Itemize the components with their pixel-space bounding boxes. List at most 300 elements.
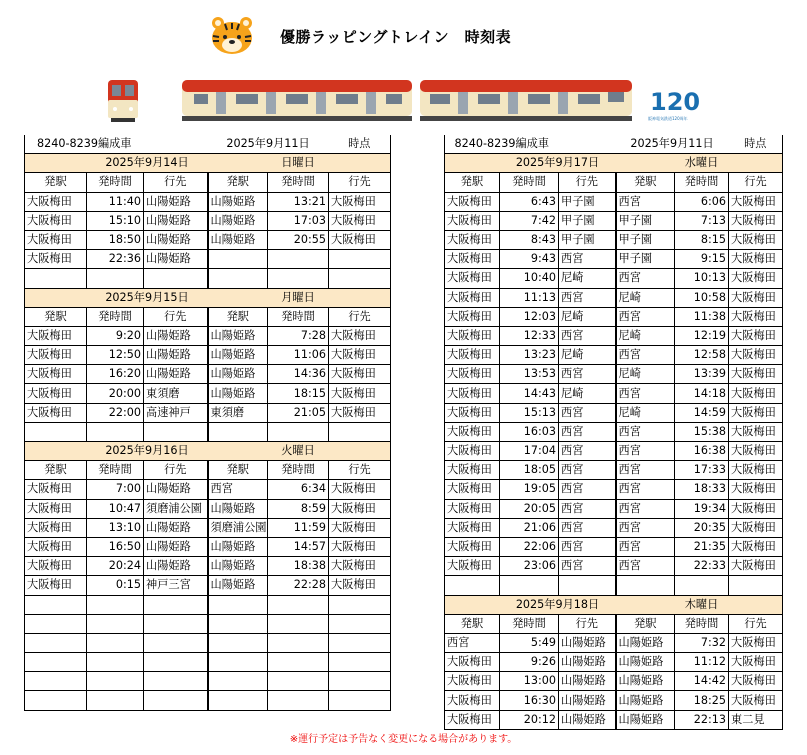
anniversary-logo <box>650 86 702 116</box>
departure-station: 尼崎 <box>616 365 675 384</box>
departure-station: 西宮 <box>208 480 268 499</box>
departure-station: 大阪梅田 <box>25 576 87 595</box>
departure-time <box>268 250 329 269</box>
departure-time: 12:03 <box>500 307 559 326</box>
departure-time: 17:04 <box>500 442 559 461</box>
destination: 西宮 <box>559 288 616 307</box>
departure-station: 西宮 <box>616 192 675 211</box>
departure-station: 西宮 <box>616 269 675 288</box>
departure-station: 大阪梅田 <box>445 710 500 729</box>
departure-time: 22:13 <box>675 710 729 729</box>
departure-time <box>87 595 144 614</box>
destination: 大阪梅田 <box>729 672 783 691</box>
departure-time: 12:19 <box>675 326 729 345</box>
timetable-row <box>445 346 783 365</box>
departure-time: 20:35 <box>675 518 729 537</box>
destination <box>144 269 208 288</box>
timetable-row <box>25 672 391 691</box>
band-spacer <box>25 442 87 461</box>
departure-station: 山陽姫路 <box>208 537 268 556</box>
as-of-date: 2025年9月11日 <box>208 135 329 154</box>
band-spacer <box>25 154 87 173</box>
departure-station: 大阪梅田 <box>25 518 87 537</box>
destination: 西宮 <box>559 250 616 269</box>
departure-time: 11:38 <box>675 307 729 326</box>
destination: 大阪梅田 <box>329 326 391 345</box>
departure-time: 13:10 <box>87 518 144 537</box>
destination <box>329 653 391 672</box>
destination: 大阪梅田 <box>729 461 783 480</box>
departure-time: 20:00 <box>87 384 144 403</box>
departure-station: 大阪梅田 <box>445 384 500 403</box>
timetable-row <box>25 576 391 595</box>
departure-time: 14:43 <box>500 384 559 403</box>
as-of-suffix: 時点 <box>329 135 391 154</box>
destination: 尼崎 <box>559 269 616 288</box>
departure-time: 22:28 <box>268 576 329 595</box>
band-spacer <box>729 154 783 173</box>
departure-time: 19:05 <box>500 480 559 499</box>
destination: 須磨浦公園 <box>144 499 208 518</box>
timetable-row <box>445 461 783 480</box>
departure-time: 20:55 <box>268 230 329 249</box>
timetable-row <box>445 633 783 652</box>
departure-station: 山陽姫路 <box>616 672 675 691</box>
timetable-row <box>25 211 391 230</box>
destination: 山陽姫路 <box>559 672 616 691</box>
departure-station: 山陽姫路 <box>208 384 268 403</box>
departure-station: 甲子園 <box>616 230 675 249</box>
departure-time: 13:21 <box>268 192 329 211</box>
destination: 高速神戸 <box>144 403 208 422</box>
departure-time <box>87 614 144 633</box>
departure-time: 16:30 <box>500 691 559 710</box>
destination: 大阪梅田 <box>729 192 783 211</box>
departure-time: 11:06 <box>268 346 329 365</box>
departure-station <box>25 422 87 441</box>
departure-time: 14:18 <box>675 384 729 403</box>
section-date-band <box>445 154 783 173</box>
header-time: 発時間 <box>268 307 329 326</box>
destination <box>144 653 208 672</box>
destination <box>144 672 208 691</box>
band-spacer <box>329 288 391 307</box>
departure-station: 西宮 <box>616 442 675 461</box>
timetable-row <box>25 653 391 672</box>
destination: 大阪梅田 <box>329 499 391 518</box>
band-spacer <box>445 595 500 614</box>
departure-station: 山陽姫路 <box>616 710 675 729</box>
departure-station <box>208 691 268 710</box>
timetable-row <box>25 250 391 269</box>
destination: 山陽姫路 <box>144 346 208 365</box>
timetable-row <box>25 691 391 710</box>
timetable-row <box>445 230 783 249</box>
departure-station: 尼崎 <box>616 288 675 307</box>
header-destination: 行先 <box>329 173 391 192</box>
timetable-row <box>25 269 391 288</box>
destination: 甲子園 <box>559 230 616 249</box>
departure-time: 12:58 <box>675 346 729 365</box>
section-weekday: 火曜日 <box>268 442 329 461</box>
departure-time: 14:59 <box>675 403 729 422</box>
destination <box>144 595 208 614</box>
departure-station: 甲子園 <box>616 250 675 269</box>
departure-time: 22:06 <box>500 537 559 556</box>
timetable-row <box>25 480 391 499</box>
departure-station: 大阪梅田 <box>445 230 500 249</box>
header-time: 発時間 <box>500 614 559 633</box>
departure-station: 須磨浦公園 <box>208 518 268 537</box>
destination: 甲子園 <box>559 211 616 230</box>
departure-station <box>208 269 268 288</box>
as-of-date: 2025年9月11日 <box>616 135 729 154</box>
destination: 西宮 <box>559 557 616 576</box>
departure-station: 大阪梅田 <box>25 499 87 518</box>
departure-station: 大阪梅田 <box>445 211 500 230</box>
destination: 大阪梅田 <box>729 269 783 288</box>
timetable-row <box>445 672 783 691</box>
section-weekday: 木曜日 <box>675 595 729 614</box>
departure-time: 21:35 <box>675 537 729 556</box>
timetable-row <box>445 422 783 441</box>
destination: 山陽姫路 <box>144 537 208 556</box>
departure-station: 山陽姫路 <box>208 576 268 595</box>
destination: 西宮 <box>559 537 616 556</box>
destination: 西宮 <box>559 480 616 499</box>
departure-time <box>87 672 144 691</box>
section-date: 2025年9月15日 <box>87 288 208 307</box>
header-time: 発時間 <box>500 173 559 192</box>
departure-station <box>25 672 87 691</box>
header-station: 発駅 <box>616 614 675 633</box>
departure-station: 尼崎 <box>616 403 675 422</box>
timetable-row <box>25 557 391 576</box>
left-timetable <box>24 135 391 711</box>
departure-station: 西宮 <box>616 557 675 576</box>
header-destination: 行先 <box>329 307 391 326</box>
destination <box>144 422 208 441</box>
departure-time: 16:50 <box>87 537 144 556</box>
departure-time: 11:12 <box>675 653 729 672</box>
timetable-row <box>445 653 783 672</box>
departure-time <box>268 672 329 691</box>
destination <box>329 595 391 614</box>
header-station: 発駅 <box>208 173 268 192</box>
departure-station: 西宮 <box>616 461 675 480</box>
departure-time: 16:03 <box>500 422 559 441</box>
destination: 大阪梅田 <box>729 480 783 499</box>
departure-station: 大阪梅田 <box>445 461 500 480</box>
departure-station: 山陽姫路 <box>208 499 268 518</box>
header-time: 発時間 <box>87 461 144 480</box>
column-header-row <box>445 173 783 192</box>
departure-time <box>268 614 329 633</box>
departure-time: 6:06 <box>675 192 729 211</box>
timetable-row <box>25 614 391 633</box>
header-destination: 行先 <box>329 461 391 480</box>
section-weekday: 月曜日 <box>268 288 329 307</box>
departure-time: 8:59 <box>268 499 329 518</box>
section-date-band <box>445 595 783 614</box>
destination: 大阪梅田 <box>729 346 783 365</box>
destination: 大阪梅田 <box>329 346 391 365</box>
formation-label: 8240-8239編成車 <box>445 135 559 154</box>
departure-time: 8:15 <box>675 230 729 249</box>
header-destination: 行先 <box>729 173 783 192</box>
timetable-row <box>25 518 391 537</box>
departure-station: 西宮 <box>616 480 675 499</box>
departure-time: 22:36 <box>87 250 144 269</box>
destination: 西宮 <box>559 403 616 422</box>
departure-time <box>675 576 729 595</box>
header-destination: 行先 <box>559 173 616 192</box>
destination <box>329 422 391 441</box>
destination: 大阪梅田 <box>729 633 783 652</box>
timetable-row <box>445 192 783 211</box>
timetable-row <box>25 422 391 441</box>
destination: 大阪梅田 <box>329 576 391 595</box>
timetable-row <box>445 288 783 307</box>
destination <box>329 269 391 288</box>
departure-time: 7:28 <box>268 326 329 345</box>
timetable-row <box>445 365 783 384</box>
destination: 大阪梅田 <box>729 288 783 307</box>
column-header-row <box>445 614 783 633</box>
svg-text:120: 120 <box>650 88 701 116</box>
destination: 西宮 <box>559 326 616 345</box>
departure-time <box>87 653 144 672</box>
destination <box>144 691 208 710</box>
destination: 西宮 <box>559 461 616 480</box>
destination <box>144 633 208 652</box>
band-spacer <box>616 595 675 614</box>
timetable-row <box>445 480 783 499</box>
departure-time: 11:13 <box>500 288 559 307</box>
right-timetable <box>444 135 783 730</box>
destination: 西宮 <box>559 365 616 384</box>
departure-time: 9:26 <box>500 653 559 672</box>
timetable-row <box>445 691 783 710</box>
destination: 山陽姫路 <box>559 653 616 672</box>
header-destination: 行先 <box>729 614 783 633</box>
departure-station <box>616 576 675 595</box>
departure-time: 19:34 <box>675 499 729 518</box>
section-date: 2025年9月16日 <box>87 442 208 461</box>
departure-time <box>87 633 144 652</box>
departure-station <box>208 422 268 441</box>
destination: 大阪梅田 <box>329 192 391 211</box>
departure-time: 12:50 <box>87 346 144 365</box>
destination: 東須磨 <box>144 384 208 403</box>
departure-station: 山陽姫路 <box>616 653 675 672</box>
header-station: 発駅 <box>208 307 268 326</box>
section-date: 2025年9月18日 <box>500 595 616 614</box>
timetable-row <box>25 537 391 556</box>
departure-time: 13:53 <box>500 365 559 384</box>
destination: 大阪梅田 <box>729 691 783 710</box>
page-header <box>0 0 807 130</box>
departure-station: 大阪梅田 <box>25 365 87 384</box>
destination: 甲子園 <box>559 192 616 211</box>
section-date-band <box>25 442 391 461</box>
departure-time: 6:43 <box>500 192 559 211</box>
departure-time: 18:50 <box>87 230 144 249</box>
departure-time: 13:23 <box>500 346 559 365</box>
destination: 大阪梅田 <box>329 384 391 403</box>
departure-station: 大阪梅田 <box>445 269 500 288</box>
timetable-row <box>445 557 783 576</box>
timetable-row <box>445 442 783 461</box>
timetable-row <box>25 499 391 518</box>
departure-time: 20:12 <box>500 710 559 729</box>
spacer-cell <box>559 135 616 154</box>
band-spacer <box>329 154 391 173</box>
destination: 大阪梅田 <box>329 211 391 230</box>
destination: 大阪梅田 <box>729 403 783 422</box>
destination: 東二見 <box>729 710 783 729</box>
departure-time: 11:40 <box>87 192 144 211</box>
departure-station: 西宮 <box>445 633 500 652</box>
header-time: 発時間 <box>87 307 144 326</box>
timetable-row <box>445 403 783 422</box>
band-spacer <box>208 288 268 307</box>
departure-time <box>268 269 329 288</box>
destination: 山陽姫路 <box>144 365 208 384</box>
header-station: 発駅 <box>25 307 87 326</box>
departure-time: 21:05 <box>268 403 329 422</box>
section-date-band <box>25 288 391 307</box>
departure-time: 8:43 <box>500 230 559 249</box>
departure-time: 15:13 <box>500 403 559 422</box>
column-header-row <box>25 461 391 480</box>
departure-time: 7:00 <box>87 480 144 499</box>
timetable-row <box>445 499 783 518</box>
departure-station: 山陽姫路 <box>208 365 268 384</box>
departure-station: 東須磨 <box>208 403 268 422</box>
timetable-row <box>25 403 391 422</box>
destination: 尼崎 <box>559 346 616 365</box>
departure-station: 山陽姫路 <box>208 192 268 211</box>
departure-station: 山陽姫路 <box>208 557 268 576</box>
departure-station <box>445 576 500 595</box>
timetable-row <box>445 250 783 269</box>
departure-station: 西宮 <box>616 499 675 518</box>
departure-time: 22:33 <box>675 557 729 576</box>
header-destination: 行先 <box>144 307 208 326</box>
departure-time: 20:24 <box>87 557 144 576</box>
departure-time: 17:03 <box>268 211 329 230</box>
destination: 神戸三宮 <box>144 576 208 595</box>
departure-station: 西宮 <box>616 307 675 326</box>
timetable-row <box>25 346 391 365</box>
departure-station <box>25 269 87 288</box>
departure-time: 10:58 <box>675 288 729 307</box>
departure-time: 18:15 <box>268 384 329 403</box>
destination: 西宮 <box>559 499 616 518</box>
header-time: 発時間 <box>675 614 729 633</box>
destination: 大阪梅田 <box>729 537 783 556</box>
departure-time: 14:36 <box>268 365 329 384</box>
section-date-band <box>25 154 391 173</box>
departure-station: 大阪梅田 <box>445 403 500 422</box>
departure-station: 大阪梅田 <box>445 672 500 691</box>
departure-station: 大阪梅田 <box>25 230 87 249</box>
band-spacer <box>445 154 500 173</box>
timetable-row <box>25 384 391 403</box>
destination: 大阪梅田 <box>729 250 783 269</box>
header-destination: 行先 <box>144 461 208 480</box>
departure-station: 西宮 <box>616 346 675 365</box>
departure-time: 22:00 <box>87 403 144 422</box>
destination: 山陽姫路 <box>144 230 208 249</box>
destination: 大阪梅田 <box>729 211 783 230</box>
timetable-row <box>25 365 391 384</box>
disclaimer-notice: ※運行予定は予告なく変更になる場合があります。 <box>289 734 518 745</box>
departure-time <box>87 691 144 710</box>
departure-time: 10:40 <box>500 269 559 288</box>
departure-time <box>268 691 329 710</box>
destination: 大阪梅田 <box>729 518 783 537</box>
departure-time: 5:49 <box>500 633 559 652</box>
departure-time: 0:15 <box>87 576 144 595</box>
timetable-row <box>445 576 783 595</box>
departure-time: 6:34 <box>268 480 329 499</box>
departure-station <box>208 672 268 691</box>
departure-station: 大阪梅田 <box>445 518 500 537</box>
meta-row <box>25 135 391 154</box>
departure-time: 15:38 <box>675 422 729 441</box>
departure-station: 西宮 <box>616 537 675 556</box>
departure-station: 大阪梅田 <box>25 537 87 556</box>
departure-time: 18:38 <box>268 557 329 576</box>
departure-time: 10:47 <box>87 499 144 518</box>
departure-station: 西宮 <box>616 518 675 537</box>
timetable-row <box>445 307 783 326</box>
departure-station: 大阪梅田 <box>445 365 500 384</box>
departure-station: 西宮 <box>616 422 675 441</box>
section-weekday: 水曜日 <box>675 154 729 173</box>
departure-station: 大阪梅田 <box>445 288 500 307</box>
destination <box>329 614 391 633</box>
band-spacer <box>25 288 87 307</box>
departure-time: 20:05 <box>500 499 559 518</box>
departure-time: 9:20 <box>87 326 144 345</box>
page-title: 優勝ラッピングトレイン 時刻表 <box>280 28 512 46</box>
departure-station: 尼崎 <box>616 326 675 345</box>
header-destination: 行先 <box>144 173 208 192</box>
header-time: 発時間 <box>87 173 144 192</box>
departure-station: 西宮 <box>616 384 675 403</box>
header-time: 発時間 <box>268 461 329 480</box>
destination: 大阪梅田 <box>329 537 391 556</box>
destination: 大阪梅田 <box>329 230 391 249</box>
departure-time: 7:32 <box>675 633 729 652</box>
band-spacer <box>616 154 675 173</box>
timetable-row <box>25 192 391 211</box>
anniversary-caption: 阪神電気鉄道120周年 <box>648 116 688 121</box>
header-time: 発時間 <box>675 173 729 192</box>
departure-station: 大阪梅田 <box>445 250 500 269</box>
destination: 山陽姫路 <box>559 710 616 729</box>
destination: 山陽姫路 <box>559 633 616 652</box>
departure-station: 大阪梅田 <box>445 192 500 211</box>
departure-time: 9:15 <box>675 250 729 269</box>
destination: 尼崎 <box>559 307 616 326</box>
train-illustration <box>108 76 638 124</box>
departure-time <box>87 422 144 441</box>
departure-time <box>87 269 144 288</box>
